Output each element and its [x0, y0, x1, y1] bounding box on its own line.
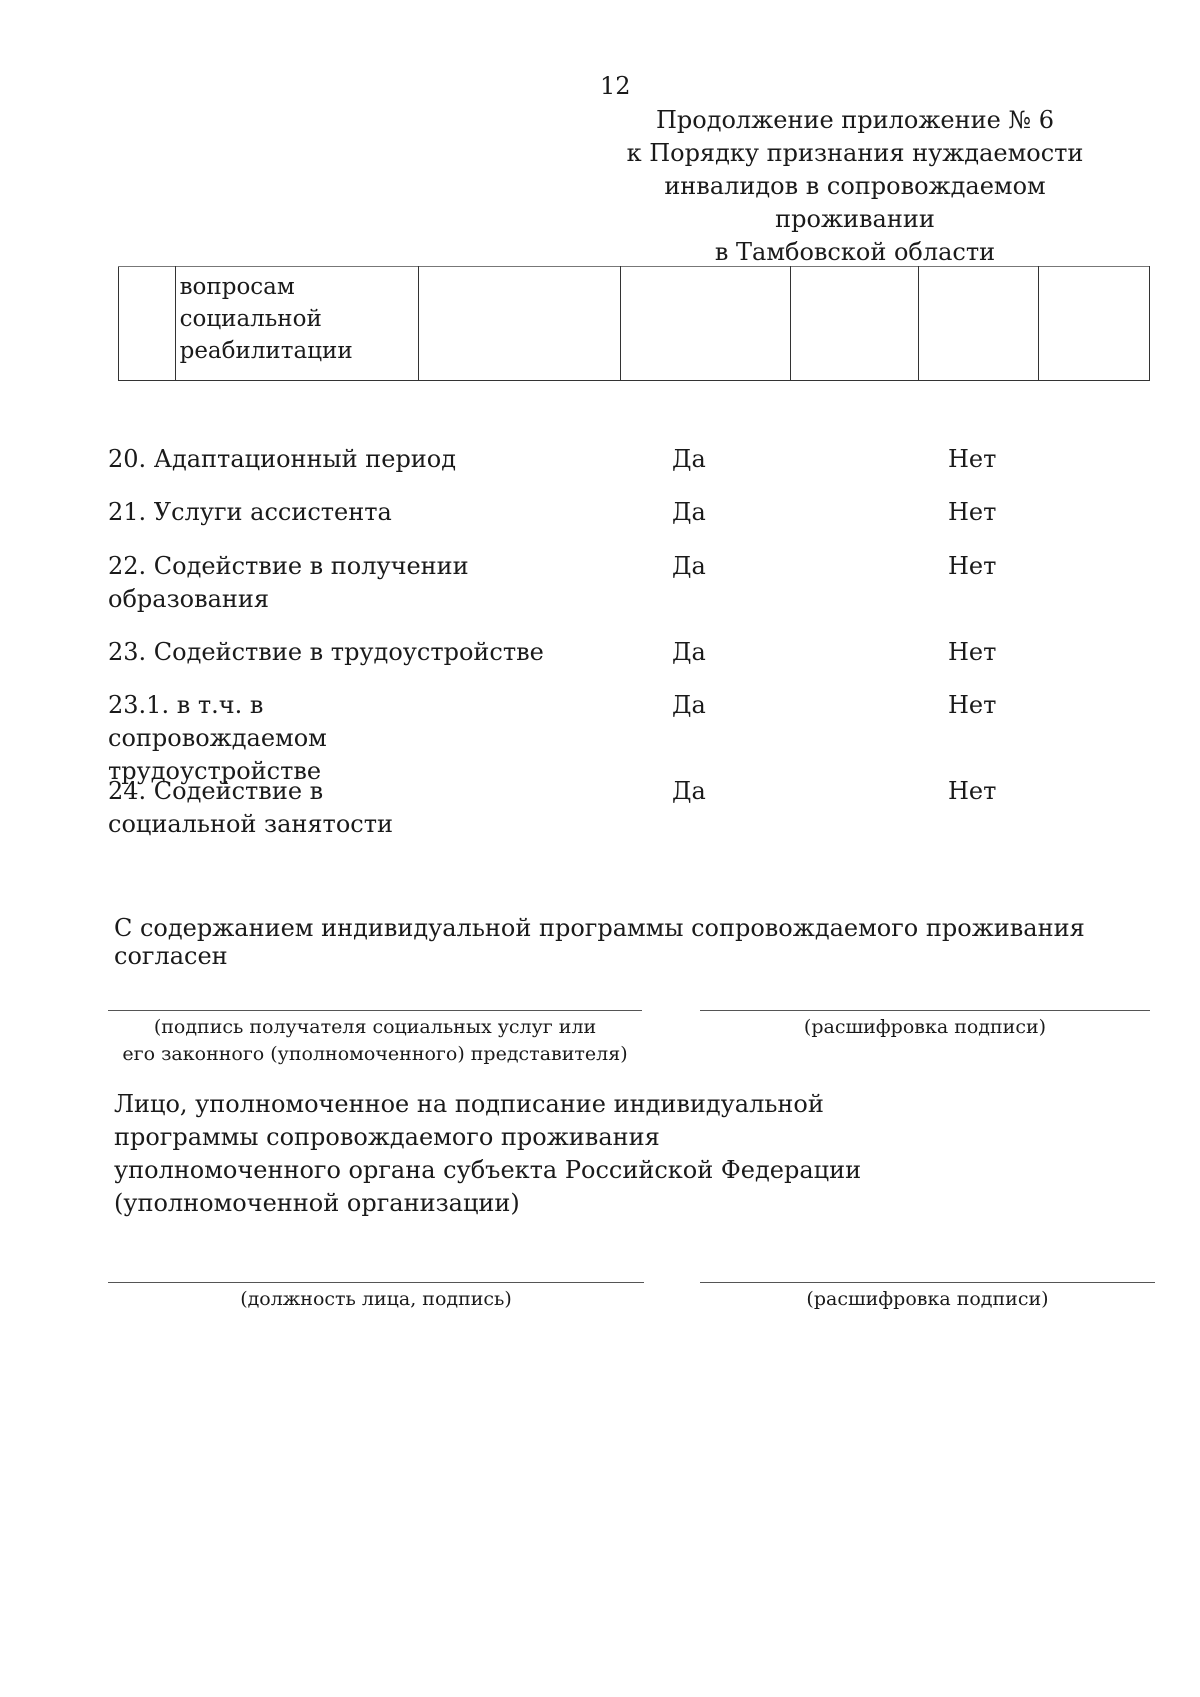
table-cell	[1038, 267, 1149, 381]
signature-caption	[108, 1014, 642, 1068]
signature-decoding-line[interactable]	[700, 1282, 1155, 1283]
table-cell	[918, 267, 1038, 381]
appendix-header	[590, 104, 1120, 269]
authorized-person-line: (уполномоченной организации)	[114, 1189, 520, 1217]
question-label: 20. Адаптационный период	[108, 445, 457, 473]
answer-yes[interactable]: Да	[672, 498, 706, 526]
signature-caption-line: его законного (уполномоченного) представителя)	[122, 1043, 628, 1065]
table-cell	[620, 267, 791, 381]
answer-yes[interactable]: Да	[672, 445, 706, 473]
answer-yes[interactable]: Да	[672, 691, 706, 719]
answer-yes[interactable]: Да	[672, 552, 706, 580]
signature-caption-line: (подпись получателя социальных услуг или	[153, 1016, 597, 1038]
answer-no[interactable]: Нет	[948, 691, 997, 719]
position-signature-caption: (должность лица, подпись)	[240, 1288, 512, 1310]
table-fragment	[118, 266, 1150, 381]
table-cell	[791, 267, 918, 381]
authorized-person-line: уполномоченного органа субъекта Российской Федерации	[114, 1156, 862, 1184]
position-signature-line[interactable]	[108, 1282, 644, 1283]
table-cell-line: реабилитации	[179, 338, 353, 364]
authorized-person-line: программы сопровождаемого проживания	[114, 1123, 660, 1151]
page-number: 12	[600, 72, 631, 100]
question-label: 23. Содействие в трудоустройстве	[108, 638, 544, 666]
table-cell-text	[176, 267, 419, 367]
appendix-line: Продолжение приложение № 6	[655, 106, 1055, 134]
signature-decoding-caption: (расшифровка подписи)	[803, 1016, 1047, 1038]
answer-yes[interactable]: Да	[672, 638, 706, 666]
table-cell	[419, 267, 621, 381]
table-cell	[119, 267, 176, 381]
agreement-text: С содержанием индивидуальной программы сопровождаемого проживания согласен	[114, 914, 1085, 970]
table-row	[119, 267, 1150, 381]
appendix-line: инвалидов в сопровождаемом проживании	[664, 172, 1046, 233]
table-cell-line: вопросам	[179, 274, 295, 300]
table-cell-line: социальной	[179, 306, 322, 332]
answer-no[interactable]: Нет	[948, 498, 997, 526]
authorized-person-text	[114, 1088, 861, 1220]
answer-no[interactable]: Нет	[948, 552, 997, 580]
question-label: 24. Содействие в социальной занятости	[108, 777, 393, 838]
table-cell	[175, 267, 419, 381]
appendix-line: к Порядку признания нуждаемости	[626, 139, 1084, 167]
answer-no[interactable]: Нет	[948, 777, 997, 805]
question-label: 22. Содействие в получении образования	[108, 552, 469, 613]
question-label: 23.1. в т.ч. в сопровождаемом трудоустройстве	[108, 691, 327, 785]
authorized-person-line: Лицо, уполномоченное на подписание индивидуальной	[114, 1090, 824, 1118]
answer-yes[interactable]: Да	[672, 777, 706, 805]
signature-decoding-line[interactable]	[700, 1010, 1150, 1011]
signature-decoding-caption: (расшифровка подписи)	[806, 1288, 1049, 1310]
question-label: 21. Услуги ассистента	[108, 498, 392, 526]
answer-no[interactable]: Нет	[948, 638, 997, 666]
answer-no[interactable]: Нет	[948, 445, 997, 473]
appendix-line: в Тамбовской области	[714, 238, 996, 266]
signature-line[interactable]	[108, 1010, 642, 1011]
